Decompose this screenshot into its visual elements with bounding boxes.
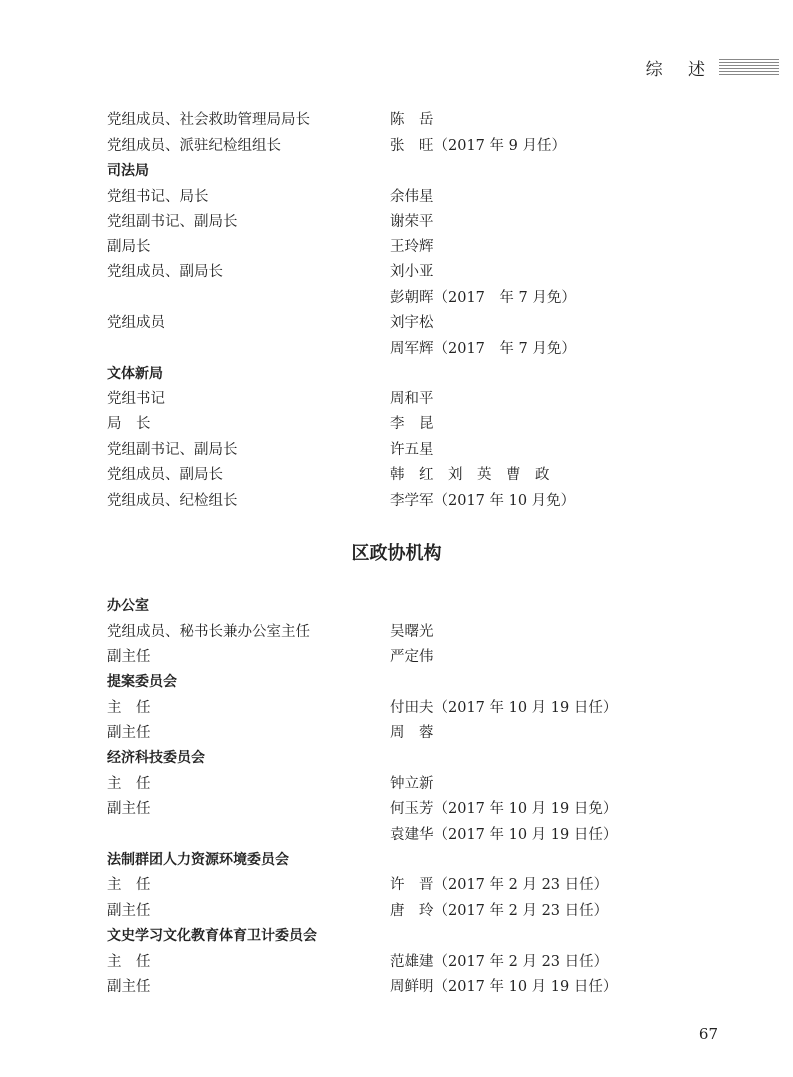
position-title: 主 任 — [107, 700, 151, 716]
section-heading: 文史学习文化教育体育卫计委员会 — [107, 928, 317, 944]
position-title: 党组副书记、副局长 — [107, 214, 238, 230]
position-title: 副主任 — [107, 801, 151, 817]
section-heading: 办公室 — [107, 598, 149, 614]
position-title: 主 任 — [107, 776, 151, 792]
list-item — [0, 235, 793, 259]
list-item — [0, 899, 793, 923]
page-header — [646, 52, 779, 82]
person-name: 谢荣平 — [390, 214, 434, 230]
list-item — [0, 387, 793, 411]
person-name: 何玉芳（2017 年 10 月 19 日免） — [390, 801, 618, 817]
position-title: 党组副书记、副局长 — [107, 442, 238, 458]
person-name: 周鲜明（2017 年 10 月 19 日任） — [390, 979, 618, 995]
list-item — [0, 210, 793, 234]
person-name: 刘宇松 — [390, 315, 434, 331]
person-name: 张 旺（2017 年 9 月任） — [390, 138, 566, 154]
person-name: 余伟星 — [390, 189, 434, 205]
position-title: 党组成员、纪检组长 — [107, 493, 238, 509]
person-name: 周 蓉 — [390, 725, 434, 741]
section-heading: 文体新局 — [107, 366, 163, 382]
position-title: 党组成员、副局长 — [107, 264, 223, 280]
person-name: 周军辉（2017 年 7 月免） — [390, 341, 576, 357]
person-name: 唐 玲（2017 年 2 月 23 日任） — [390, 903, 609, 919]
section-heading-row — [0, 746, 793, 770]
position-title: 副主任 — [107, 649, 151, 665]
person-name: 许五星 — [390, 442, 434, 458]
person-name: 钟立新 — [390, 776, 434, 792]
section-heading: 提案委员会 — [107, 674, 177, 690]
person-name: 王玲辉 — [390, 239, 434, 255]
list-item — [0, 950, 793, 974]
list-item — [0, 797, 793, 821]
list-item — [0, 108, 793, 132]
section-heading-row — [0, 362, 793, 386]
list-item — [0, 412, 793, 436]
person-name: 刘小亚 — [390, 264, 434, 280]
position-title: 副主任 — [107, 979, 151, 995]
section-heading-row — [0, 159, 793, 183]
person-name: 周和平 — [390, 391, 434, 407]
person-name: 陈 岳 — [390, 112, 434, 128]
position-title: 党组书记 — [107, 391, 165, 407]
person-name: 许 晋（2017 年 2 月 23 日任） — [390, 877, 609, 893]
section-heading: 经济科技委员会 — [107, 750, 205, 766]
list-item — [0, 696, 793, 720]
list-item — [0, 489, 793, 513]
header-title: 综 述 — [645, 59, 715, 80]
section-heading-row — [0, 670, 793, 694]
list-item — [0, 975, 793, 999]
person-name: 严定伟 — [390, 649, 434, 665]
list-item — [0, 620, 793, 644]
section-heading: 司法局 — [107, 163, 149, 179]
list-item — [0, 772, 793, 796]
position-title: 副主任 — [107, 903, 151, 919]
position-title: 党组成员、社会救助管理局局长 — [107, 112, 310, 128]
list-item — [0, 337, 793, 361]
position-title: 党组成员、副局长 — [107, 467, 223, 483]
list-item — [0, 645, 793, 669]
section-title: 区政协机构 — [351, 543, 442, 564]
section-heading-row — [0, 924, 793, 948]
list-item — [0, 873, 793, 897]
list-item — [0, 134, 793, 158]
header-rule-decoration — [719, 59, 779, 75]
list-item — [0, 286, 793, 310]
person-name: 彭朝晖（2017 年 7 月免） — [390, 290, 576, 306]
section-heading-row — [0, 848, 793, 872]
position-title: 副局长 — [107, 239, 151, 255]
list-item — [0, 823, 793, 847]
position-title: 党组成员、派驻纪检组组长 — [107, 138, 281, 154]
position-title: 党组书记、局长 — [107, 189, 209, 205]
person-name: 范雄建（2017 年 2 月 23 日任） — [390, 954, 609, 970]
list-item — [0, 311, 793, 335]
person-name: 李学军（2017 年 10 月免） — [390, 493, 576, 509]
position-title: 党组成员 — [107, 315, 165, 331]
person-name: 付田夫（2017 年 10 月 19 日任） — [390, 700, 618, 716]
person-name: 韩 红 刘 英 曹 政 — [390, 467, 550, 483]
list-item — [0, 721, 793, 745]
page-number: 67 — [698, 1025, 718, 1043]
position-title: 局 长 — [107, 416, 151, 432]
person-name: 李 昆 — [390, 416, 434, 432]
list-item — [0, 260, 793, 284]
section-heading: 法制群团人力资源环境委员会 — [107, 852, 289, 868]
list-item — [0, 185, 793, 209]
position-title: 党组成员、秘书长兼办公室主任 — [107, 624, 310, 640]
list-item — [0, 463, 793, 487]
person-name: 吴曙光 — [390, 624, 434, 640]
position-title: 副主任 — [107, 725, 151, 741]
position-title: 主 任 — [107, 954, 151, 970]
section-heading-row — [0, 594, 793, 618]
list-item — [0, 438, 793, 462]
position-title: 主 任 — [107, 877, 151, 893]
person-name: 袁建华（2017 年 10 月 19 日任） — [390, 827, 618, 843]
